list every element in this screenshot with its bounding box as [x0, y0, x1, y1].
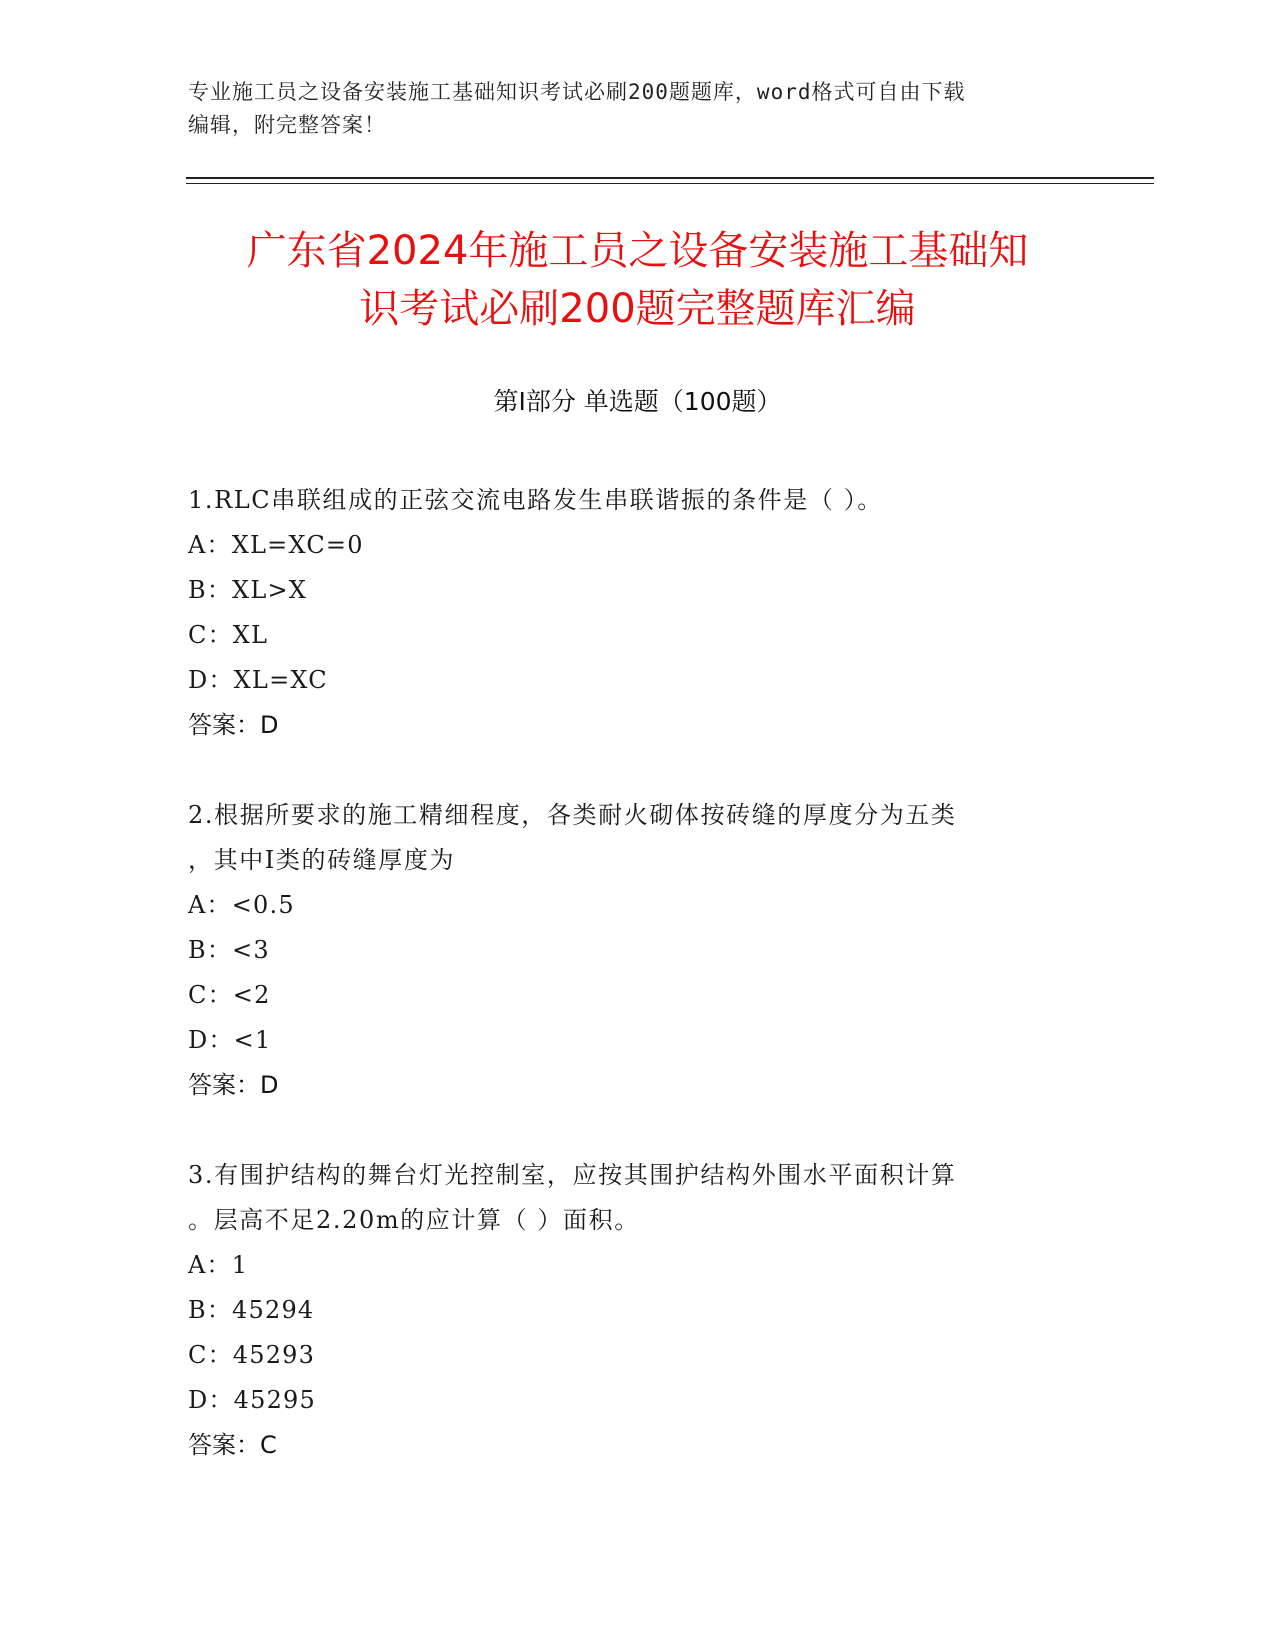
option-d: D：XL=XC	[188, 666, 328, 694]
document-title-line-2: 识考试必刷200题完整题库汇编	[359, 286, 916, 332]
question-stem-line: 。层高不足2.20m的应计算（ ）面积。	[188, 1206, 640, 1234]
option-c: C：<2	[188, 981, 271, 1009]
question-stem	[188, 1153, 1068, 1243]
question-list	[188, 478, 1068, 1513]
question-stem-line: 3.有围护结构的舞台灯光控制室，应按其围护结构外围水平面积计算	[188, 1161, 957, 1189]
option-b: B：45294	[188, 1296, 315, 1324]
option-b: B：<3	[188, 936, 270, 964]
option-b: B：XL>X	[188, 576, 308, 604]
header-note-line-2: 编辑，附完整答案！	[188, 113, 386, 137]
answer: 答案：C	[188, 1431, 277, 1459]
header-divider-thin	[186, 183, 1154, 184]
option-a: A：<0.5	[188, 891, 295, 919]
question-stem	[188, 478, 1068, 523]
question-1	[188, 478, 1068, 748]
header-note-line-1: 专业施工员之设备安装施工基础知识考试必刷200题题库，word格式可自由下载	[188, 80, 966, 104]
document-title	[0, 222, 1275, 338]
section-title: 第Ⅰ部分 单选题（100题）	[493, 387, 782, 416]
question-stem	[188, 793, 1068, 883]
option-d: D：45295	[188, 1386, 316, 1414]
document-title-line-1: 广东省2024年施工员之设备安装施工基础知	[246, 228, 1029, 274]
option-c: C：XL	[188, 621, 269, 649]
option-d: D：<1	[188, 1026, 272, 1054]
option-a: A：XL=XC=0	[188, 531, 364, 559]
question-stem-line: 1.RLC串联组成的正弦交流电路发生串联谐振的条件是（ ）。	[188, 486, 883, 514]
option-a: A：1	[188, 1251, 249, 1279]
question-stem-line: ，其中Ⅰ类的砖缝厚度为	[188, 846, 456, 874]
header-note	[188, 76, 1088, 142]
question-3	[188, 1153, 1068, 1468]
question-2	[188, 793, 1068, 1108]
question-stem-line: 2.根据所要求的施工精细程度，各类耐火砌体按砖缝的厚度分为五类	[188, 801, 957, 829]
header-divider-thick	[186, 177, 1154, 179]
option-c: C：45293	[188, 1341, 316, 1369]
answer: 答案：D	[188, 1071, 279, 1099]
answer: 答案：D	[188, 711, 279, 739]
